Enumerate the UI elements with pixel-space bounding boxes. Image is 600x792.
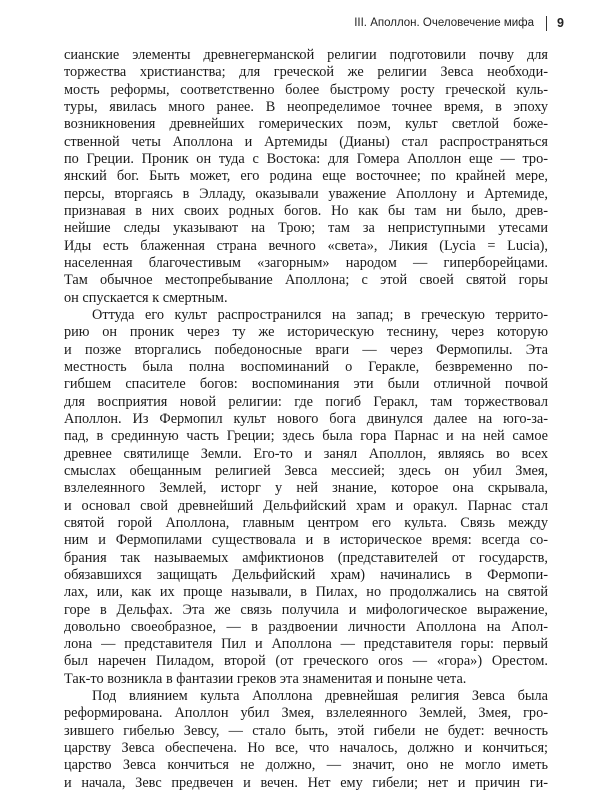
text-line: персы, вторгаясь в Элладу, оказывали уважение Аполлону и Артемиде, xyxy=(64,185,548,202)
text-line: взлелеянного Землей, исторг у ней знание, которое она скрывала, xyxy=(64,480,548,497)
text-line: Иды есть блаженная страна вечного «света», Ликия (Lycia = Lucia), xyxy=(64,237,548,254)
text-line: гибшем спасителе богов: воспоминания эти были отличной почвой xyxy=(64,376,548,393)
text-line: туры, явилась много ранее. В неопределимое точнее время, в эпоху xyxy=(64,98,548,115)
text-line: лона — представителя Пил и Аполлона — представителя горы: первый xyxy=(64,636,548,653)
text-line: Так-то возникла в фантазии греков эта знаменитая и понынe чета. xyxy=(64,670,467,687)
text-line: Под влиянием культа Аполлона древнейшая религия Зевса была xyxy=(92,688,548,705)
running-header xyxy=(354,14,564,32)
text-line: зившего гибелью Зевсу, — стало быть, этой гибели не будет: вечность xyxy=(64,722,548,739)
paragraph xyxy=(64,47,548,307)
text-line: ственной четы Аполлона и Артемиды (Дианы) стал распространяться xyxy=(64,133,548,150)
text-line: и позже вторгались победоносные враги — через Фермопилы. Эта xyxy=(64,341,548,358)
text-line: ним и Фермопилами существовала и в историческое время: всегда со- xyxy=(64,532,548,549)
text-line: Аполлон. Из Фермопил культ нового бога двинулся далее на юго-за- xyxy=(64,410,548,427)
text-line: торжества христианства; для греческой же религии Зевса необходи- xyxy=(64,64,548,81)
body-text xyxy=(64,47,548,792)
text-line: населенная благочестивым «загорным» народом — гиперборейцами. xyxy=(64,254,548,271)
page-number: 9 xyxy=(557,16,564,30)
text-line: местность была полна воспоминаний о Геракле, безвременно по- xyxy=(64,358,548,375)
paragraph xyxy=(64,307,548,688)
text-line: Оттуда его культ распространился на запад; в греческую террито- xyxy=(92,306,548,323)
text-line: довольно своеобразное, — в раздвоении личности Аполлона на Апол- xyxy=(64,618,548,635)
text-line: по Греции. Проник он туда с Востока: для Гомера Аполлон еще — тро- xyxy=(64,150,548,167)
text-line: возникновения древнейших гомерических поэм, культ светлой боже- xyxy=(64,116,548,133)
text-line: брания так называемых амфиктионов (представителей от государств, xyxy=(64,549,548,566)
text-line: обязавшихся защищать Дельфийский храм) начинались в Фермопи- xyxy=(64,566,548,583)
text-line: и основал свой древнейший Дельфийский храм и оракул. Парнас стал xyxy=(64,497,548,514)
text-line: Там обычное местопребывание Аполлона; с этой своей святой горы xyxy=(64,272,548,289)
text-line: он спускается к смертным. xyxy=(64,289,228,306)
text-line: святой горой Аполлона, главным центром его культа. Связь между xyxy=(64,514,548,531)
text-line: признавая в них своих родных богов. Но как бы там ни было, древ- xyxy=(64,202,548,219)
text-line: царству Зевса обеспечена. Но все, что началось, должно и кончиться; xyxy=(64,740,548,757)
text-line: рию он проник через ту же историческую теснину, через которую xyxy=(64,324,548,341)
text-line: древнее святилище Земли. Его-то и занял Аполлон, являясь во всех xyxy=(64,445,548,462)
text-line: лах, или, как их проще называли, в Пилах, но продолжались на святой xyxy=(64,584,548,601)
text-line: был наречен Пиладом, второй (от греческого oros — «гора») Орестом. xyxy=(64,653,548,670)
text-line: нейшие следы указывают на Трою; там за неприступными утесами xyxy=(64,220,548,237)
text-line: для восприятия новой религии: где погиб Геракл, там торжествовал xyxy=(64,393,548,410)
text-line: смыслах обещанным религией Зевса мессией; здесь он убил Змея, xyxy=(64,462,548,479)
section-title: III. Аполлон. Очеловечение мифа xyxy=(354,17,535,29)
text-line: горе в Дельфах. Эта же связь получила и мифологическое выражение, xyxy=(64,601,548,618)
paragraph xyxy=(64,688,548,792)
text-line: сианские элементы древнегерманской религии подготовили почву для xyxy=(64,47,548,63)
text-line: реформирована. Аполлон убил Змея, взлелеянного Землей, Змея, гро- xyxy=(64,705,548,722)
text-line: янский бог. Быть может, его родина еще восточнее; по крайней мере, xyxy=(64,168,548,185)
text-line: и начала, Зевс предвечен и вечен. Нет ему гибели; нет и причин ги- xyxy=(64,774,548,791)
header-divider xyxy=(546,16,547,31)
text-line: пад, в срединную часть Греции; здесь была гора Парнас и на ней самое xyxy=(64,428,548,445)
text-line: царство Зевса кончиться не должно, — значит, оно не могло иметь xyxy=(64,757,548,774)
text-line: мость реформы, соответственно более быстрому росту греческой куль- xyxy=(64,81,548,98)
